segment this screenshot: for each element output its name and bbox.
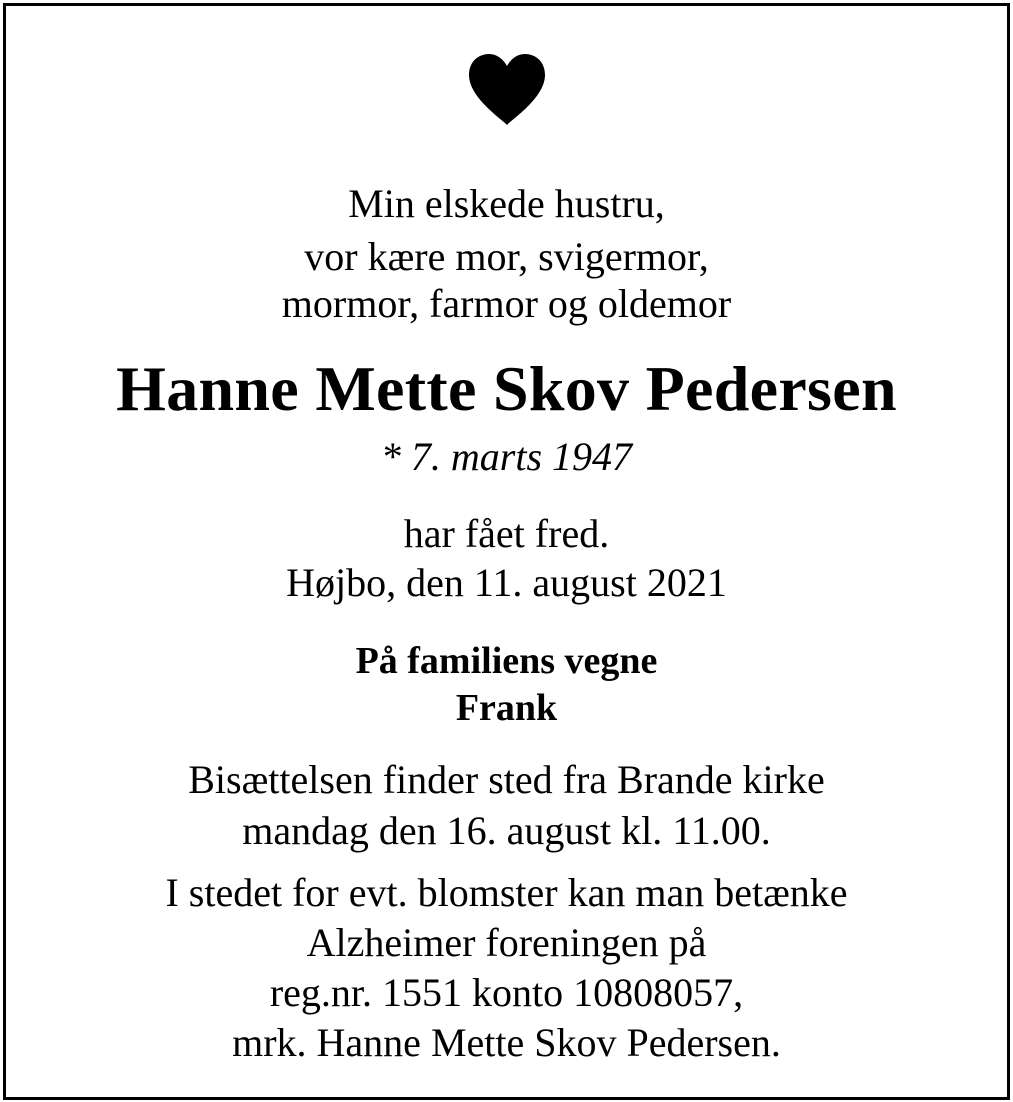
intro-line-1: Min elskede hustru,	[348, 181, 665, 226]
donation-line-3: reg.nr. 1551 konto 10808057,	[269, 970, 744, 1015]
signature-name: Frank	[455, 687, 558, 729]
deceased-name: Hanne Mette Skov Pedersen	[116, 353, 897, 424]
funeral-line-1: Bisættelsen finder sted fra Brande kirke	[188, 757, 825, 802]
donation-line-2: Alzheimer foreningen på	[306, 920, 707, 965]
intro-line-3: mormor, farmor og oldemor	[281, 281, 732, 326]
heart-icon	[467, 53, 547, 127]
signature-line: På familiens vegne	[355, 640, 658, 682]
place-and-date: Højbo, den 11. august 2021	[286, 560, 727, 605]
birth-date: * 7. marts 1947	[380, 434, 633, 479]
funeral-line-2: mandag den 16. august kl. 11.00.	[242, 808, 771, 853]
intro-line-2: vor kære mor, svigermor,	[304, 234, 709, 279]
donation-line-4: mrk. Hanne Mette Skov Pedersen.	[232, 1020, 781, 1065]
passed-text: har fået fred.	[403, 511, 610, 556]
donation-line-1: I stedet for evt. blomster kan man betænke	[165, 870, 848, 915]
